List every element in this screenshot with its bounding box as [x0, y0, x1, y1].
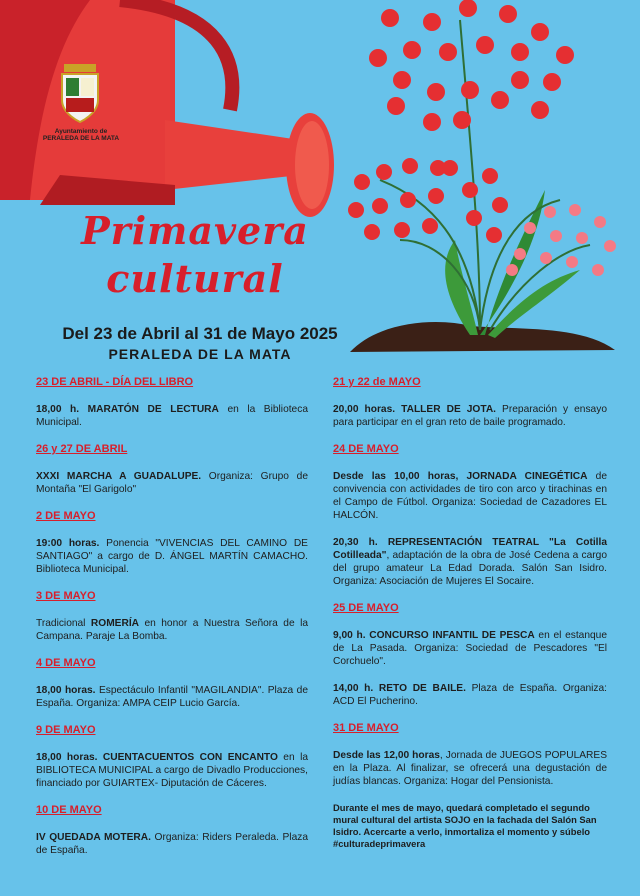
event-highlight: 20,30 h. REPRESENTACIÓN TEATRAL "La Cotilla Cotilleada" [333, 537, 607, 561]
event-text: Ponencia "VIVENCIAS DEL CAMINO DE SANTIAGO" a cargo de D. ÁNGEL MARTÍN CAMACHO. Biblioteca Municipal. [36, 538, 308, 575]
event-text: Plaza de España. Organiza: ACD El Pucherino. [333, 683, 607, 707]
event-date: 9 DE MAYO [36, 724, 96, 736]
town-crest-icon [58, 60, 102, 124]
event-highlight: XXXI MARCHA A GUADALUPE. [36, 471, 202, 482]
event-text: Espectáculo Infantil "MAGILANDIA". Plaza de España. Organiza: AMPA CEIP Lucio García. [36, 685, 308, 709]
event-text: en la BIBLIOTECA MUNICIPAL a cargo de Divadlo Producciones, financiado por GUIARTEX- Diputación de Cáceres. [36, 752, 308, 789]
event-text: Tradicional [36, 618, 91, 629]
event-date: 10 DE MAYO [36, 804, 102, 816]
header-illustration [0, 0, 640, 370]
event-date: 23 DE ABRIL - DÍA DEL LIBRO [36, 376, 194, 388]
program-left-column [36, 376, 308, 871]
event-item [333, 470, 607, 522]
event-highlight: 9,00 h. CONCURSO INFANTIL DE PESCA [333, 630, 535, 641]
event-text: en el estanque de La Pasada. Organiza: Sociedad de Pescadores "El Corchuelo". [333, 630, 607, 667]
event-text: de convivencia con actividades de tiro con arco y tirachinas en el Campo de Fútbol. Organiza: Sociedad de Cazadores EL HALCÓN. [333, 471, 608, 521]
event-date: 4 DE MAYO [36, 657, 96, 669]
town-name: PERALEDA DE LA MATA [108, 346, 292, 362]
crest-caption-line1: Ayuntamiento de [54, 128, 108, 135]
event-date: 25 DE MAYO [333, 602, 399, 614]
event-item [36, 831, 308, 857]
event-item [333, 403, 607, 429]
event-text: en la Biblioteca Municipal. [36, 404, 308, 428]
event-highlight: Desde las 10,00 horas, JORNADA CINEGÉTICA [333, 471, 588, 482]
event-highlight: 14,00 h. RETO DE BAILE. [333, 683, 466, 694]
event-text: en honor a Nuestra Señora de la Campana. Paraje La Bomba. [36, 618, 308, 642]
event-highlight: 18,00 h. MARATÓN DE LECTURA [36, 404, 219, 415]
event-item [36, 403, 308, 429]
event-date: 26 y 27 DE ABRIL [36, 443, 128, 455]
event-date: 31 DE MAYO [333, 722, 399, 734]
event-text: , adaptación de la obra de José Cedena a cargo del grupo amateur La Edad Dorada. Salón San Isidro. Organiza: Asociación de Mujeres El Socaire. [333, 550, 607, 587]
event-item [333, 749, 607, 788]
event-item [333, 629, 607, 668]
event-date: 2 DE MAYO [36, 510, 96, 522]
event-text: Organiza: Grupo de Montaña "El Garigolo" [36, 471, 308, 495]
event-item [36, 684, 308, 710]
event-highlight: 20,00 horas. TALLER DE JOTA. [333, 404, 497, 415]
closing-note: Durante el mes de mayo, quedará completado el segundo mural cultural del artista SOJO en la fachada del Salón San Isidro. Acercarte a verlo, inmortaliza el momento y súbelo #culturadeprimavera [333, 802, 597, 849]
event-highlight: 18,00 horas. [36, 685, 96, 696]
event-item [36, 470, 308, 496]
title-line-2: cultural [106, 256, 284, 301]
event-highlight: Desde las 12,00 horas [333, 750, 440, 761]
event-text: Organiza: Riders Peraleda. Plaza de España. [36, 832, 308, 856]
event-item [36, 751, 308, 790]
date-range: Del 23 de Abril al 31 de Mayo 2025 [62, 324, 338, 343]
watering-can-icon [0, 0, 334, 217]
event-highlight: ROMERÍA [90, 618, 140, 629]
event-item [333, 682, 607, 708]
event-highlight: IV QUEDADA MOTERA. [36, 832, 151, 843]
event-item [36, 537, 308, 576]
event-date: 3 DE MAYO [36, 590, 96, 602]
event-highlight: 18,00 horas. CUENTACUENTOS CON ENCANTO [36, 752, 278, 763]
event-date: 24 DE MAYO [333, 443, 399, 455]
program-right-column [333, 376, 607, 850]
title-line-1: Primavera [81, 208, 309, 253]
event-date: 21 y 22 de MAYO [333, 376, 421, 388]
event-text: Preparación y ensayo para participar en el gran reto de baile programado. [333, 404, 607, 428]
event-highlight: 19:00 horas. [36, 538, 100, 549]
event-text: , Jornada de JUEGOS POPULARES en la Plaza. Al finalizar, se ofrecerá una degustación de judías blancas. Organiza: Hogar del Pensionista. [333, 750, 607, 787]
event-item [333, 536, 607, 588]
event-item [36, 617, 308, 643]
crest-caption-line2: PERALEDA DE LA MATA [42, 135, 120, 142]
crest-caption [26, 128, 136, 142]
